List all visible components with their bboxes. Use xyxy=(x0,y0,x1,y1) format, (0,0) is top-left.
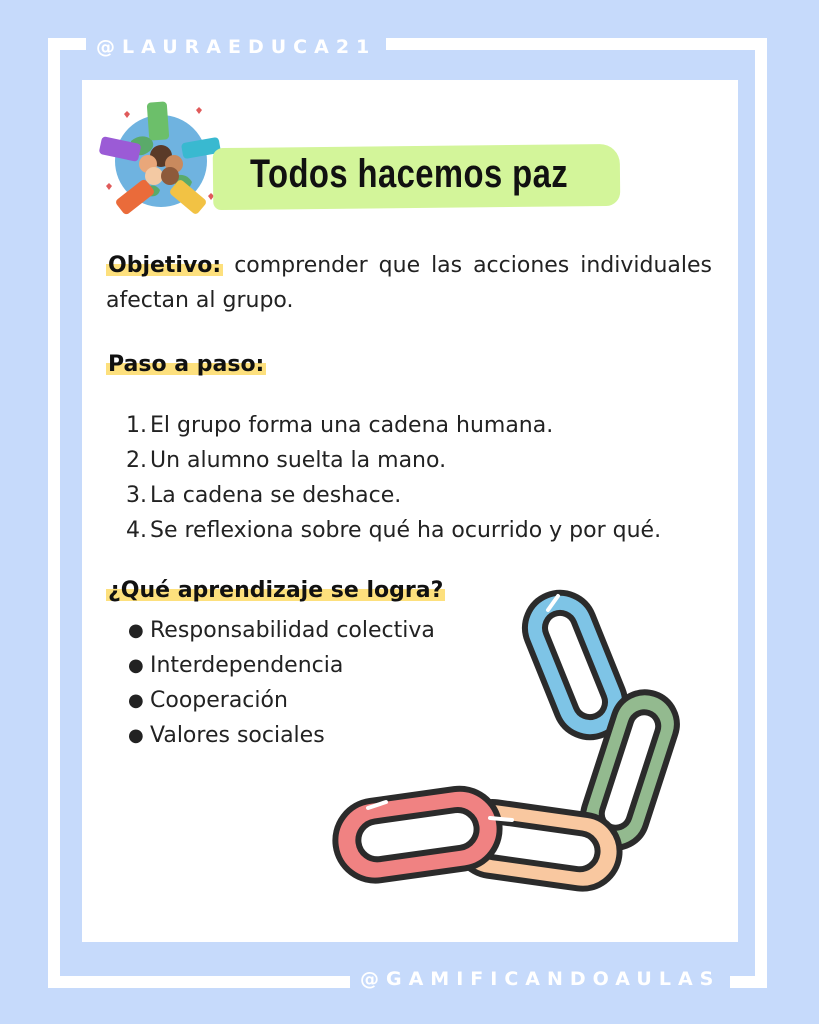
bullet-icon: ● xyxy=(128,690,144,711)
list-item xyxy=(126,408,661,443)
step-text: El grupo forma una cadena humana. xyxy=(150,413,554,438)
bullet-icon: ● xyxy=(128,725,144,746)
bullet-icon: ● xyxy=(128,655,144,676)
step-number: 1. xyxy=(126,413,147,438)
list-item xyxy=(126,478,661,513)
bullet-icon: ● xyxy=(128,620,144,641)
page-title: Todos hacemos paz xyxy=(250,152,569,196)
objective-paragraph xyxy=(106,248,712,318)
steps-list xyxy=(126,408,661,548)
list-item xyxy=(126,513,661,548)
step-number: 4. xyxy=(126,518,147,543)
step-number: 2. xyxy=(126,448,147,473)
hands-globe-icon xyxy=(96,96,226,226)
learning-heading-label: ¿Qué aprendizaje se logra? xyxy=(108,578,444,603)
objective-label: Objetivo: xyxy=(108,253,222,278)
objective-text: comprender que las acciones individuales afectan al grupo. xyxy=(106,253,712,313)
learning-item-text: Interdependencia xyxy=(150,653,344,678)
list-item xyxy=(126,443,661,478)
handle-bottom: @GAMIFICANDOAULAS xyxy=(350,966,730,992)
step-text: Se reflexiona sobre qué ha ocurrido y por qué. xyxy=(150,518,662,543)
steps-heading-label: Paso a paso: xyxy=(108,352,265,377)
learning-item-text: Valores sociales xyxy=(150,723,325,748)
chain-links-icon xyxy=(320,580,700,920)
handle-top: @LAURAEDUCA21 xyxy=(86,34,386,60)
step-text: Un alumno suelta la mano. xyxy=(150,448,447,473)
step-number: 3. xyxy=(126,483,147,508)
steps-heading xyxy=(106,352,266,377)
step-text: La cadena se deshace. xyxy=(150,483,402,508)
learning-item-text: Responsabilidad colectiva xyxy=(150,618,435,643)
learning-item-text: Cooperación xyxy=(150,688,288,713)
